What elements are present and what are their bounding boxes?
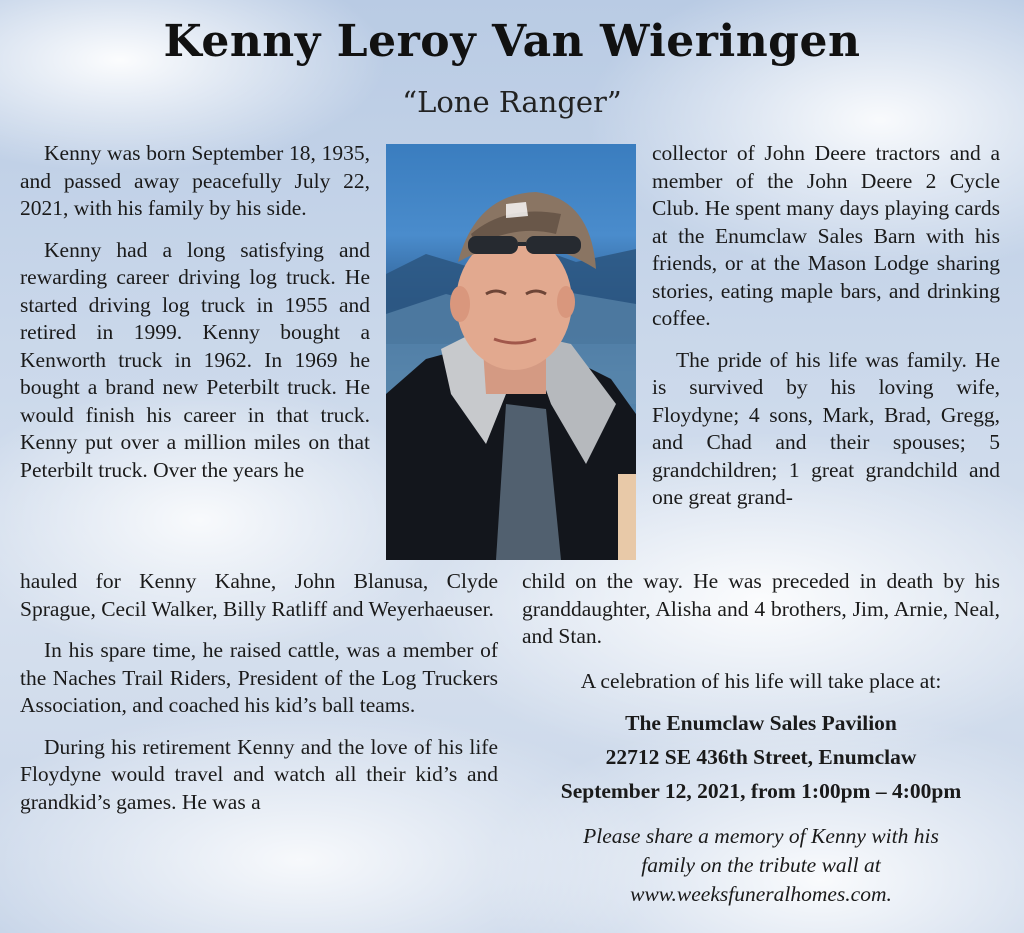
paragraph-career-continued: hauled for Kenny Kahne, John Blanusa, Clyde Sprague, Cecil Walker, Billy Ratliff and Weyerhaeuser. — [20, 569, 498, 621]
paragraph-family-continued: child on the way. He was preceded in death by his granddaughter, Alisha and 4 brothers, Jim, Arnie, Neal, and Stan. — [522, 569, 1000, 648]
left-column-lower — [20, 568, 498, 830]
tribute-line-2: family on the tribute wall at — [641, 853, 881, 877]
paragraph-spare-time: In his spare time, he raised cattle, was a member of the Naches Trail Riders, President of the Log Truckers Association, and coached his kid’s ball teams. — [20, 638, 498, 717]
obituary-nickname: “Lone Ranger” — [402, 85, 622, 119]
service-datetime: September 12, 2021, from 1:00pm – 4:00pm — [560, 779, 962, 803]
tribute-note — [522, 822, 1000, 909]
portrait-illustration — [386, 144, 636, 560]
paragraph-retirement-continued: collector of John Deere tractors and a member of the John Deere 2 Cycle Club. He spent many days playing cards at the Enumclaw Sales Barn with his friends, or at the Mason Lodge sharing stories, eating maple bars, and drinking coffee. — [652, 141, 1000, 330]
portrait-photo — [386, 144, 636, 560]
paragraph-career: Kenny had a long satisfying and rewarding career driving log truck. He started driving log truck in 1955 and retired in 1999. Kenny bought a Kenworth truck in 1962. In 1969 he bought a brand new Peterbilt truck. He would finish his career in that truck. Kenny put over a million miles on that Peterbilt truck. Over the years he — [20, 237, 370, 482]
right-column-upper — [652, 140, 1000, 526]
paragraph-birth: Kenny was born September 18, 1935, and passed away peacefully July 22, 2021, with his family by his side. — [20, 141, 370, 220]
paragraph-retirement: During his retirement Kenny and the love of his life Floydyne would travel and watch all their kid’s and grandkid’s games. He was a — [20, 734, 498, 814]
obituary-name-title: Kenny Leroy Van Wieringen — [163, 16, 861, 67]
celebration-intro: A celebration of his life will take place at: — [580, 669, 942, 693]
venue-address: 22712 SE 436th Street, Enumclaw — [605, 745, 917, 769]
tribute-line-1: Please share a memory of Kenny with his — [583, 824, 939, 848]
service-details — [522, 706, 1000, 808]
paragraph-family: The pride of his life was family. He is survived by his loving wife, Floydyne; 4 sons, Mark, Brad, Gregg, and Chad and their spouses; 5 grandchildren; 1 great grandchild and one great grand- — [652, 347, 1000, 509]
tribute-url: www.weeksfuneralhomes.com. — [630, 882, 892, 906]
right-column-lower — [522, 568, 1000, 665]
venue-name: The Enumclaw Sales Pavilion — [625, 711, 897, 735]
left-column-upper — [20, 140, 370, 498]
